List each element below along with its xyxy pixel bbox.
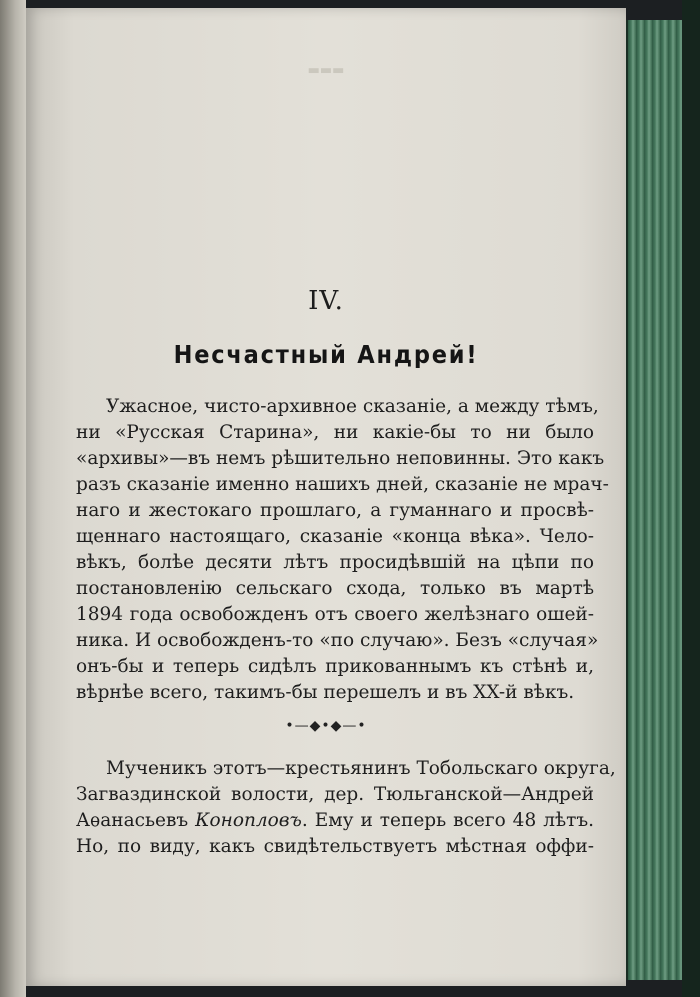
chapter-title: Несчастный Андрей! <box>173 340 479 369</box>
paragraph-line: наго и жестокаго прошлаго, а гуманнаго и просвѣ- <box>76 500 594 521</box>
paragraph-line: 1894 года освобожденъ отъ своего желѣзнаго ошей- <box>76 604 594 625</box>
paragraph-line: разъ сказаніе именно нашихъ дней, сказаніе не мрач- <box>76 474 609 495</box>
previous-page-edge <box>0 0 26 997</box>
paragraph-line: вѣкъ, болѣе десяти лѣтъ просидѣвшій на цѣпи по <box>76 552 594 573</box>
paragraph-line: вѣрнѣе всего, такимъ-бы перешелъ и въ XX-й вѣкъ. <box>76 682 575 703</box>
book-cover-edge <box>682 0 700 997</box>
paragraph-line: онъ-бы и теперь сидѣлъ прикованнымъ къ стѣнѣ и, <box>76 656 594 677</box>
paragraph-line: Ужасное, чисто-архивное сказаніе, а между тѣмъ, <box>106 396 599 417</box>
paragraph-line: Мученикъ этотъ—крестьянинъ Тобольскаго округа, <box>106 758 616 779</box>
paragraph-line: Загваздинской волости, дер. Тюльганской—Андрей <box>76 784 594 805</box>
paragraph-line: «архивы»—въ немъ рѣшительно неповинны. Это какъ <box>76 448 605 469</box>
paragraph-line: постановленію сельскаго схода, только въ мартѣ <box>76 578 594 599</box>
paragraph-line <box>76 808 594 834</box>
paragraph-line: щеннаго настоящаго, сказаніе «конца вѣка». Чело- <box>76 526 594 547</box>
paragraph-line: ни «Русская Старина», ни какіе-бы то ни было <box>76 422 594 443</box>
surname-italic: Конопловъ <box>195 810 302 831</box>
section-divider-ornament: •—◆•◆—• <box>285 718 367 734</box>
show-through-text: ▬▬▬ <box>307 63 345 78</box>
paragraph-line: ника. И освобожденъ-то «по случаю». Безъ «случая» <box>76 630 599 651</box>
book-fore-edge <box>626 20 684 980</box>
text-run: Аѳанасьевъ <box>76 810 196 831</box>
book-page <box>26 8 626 986</box>
text-run: . Ему и теперь всего 48 лѣтъ. <box>301 810 594 831</box>
chapter-number: IV. <box>308 286 344 316</box>
paragraph-line: Но, по виду, какъ свидѣтельствуетъ мѣстная оффи- <box>76 836 594 857</box>
